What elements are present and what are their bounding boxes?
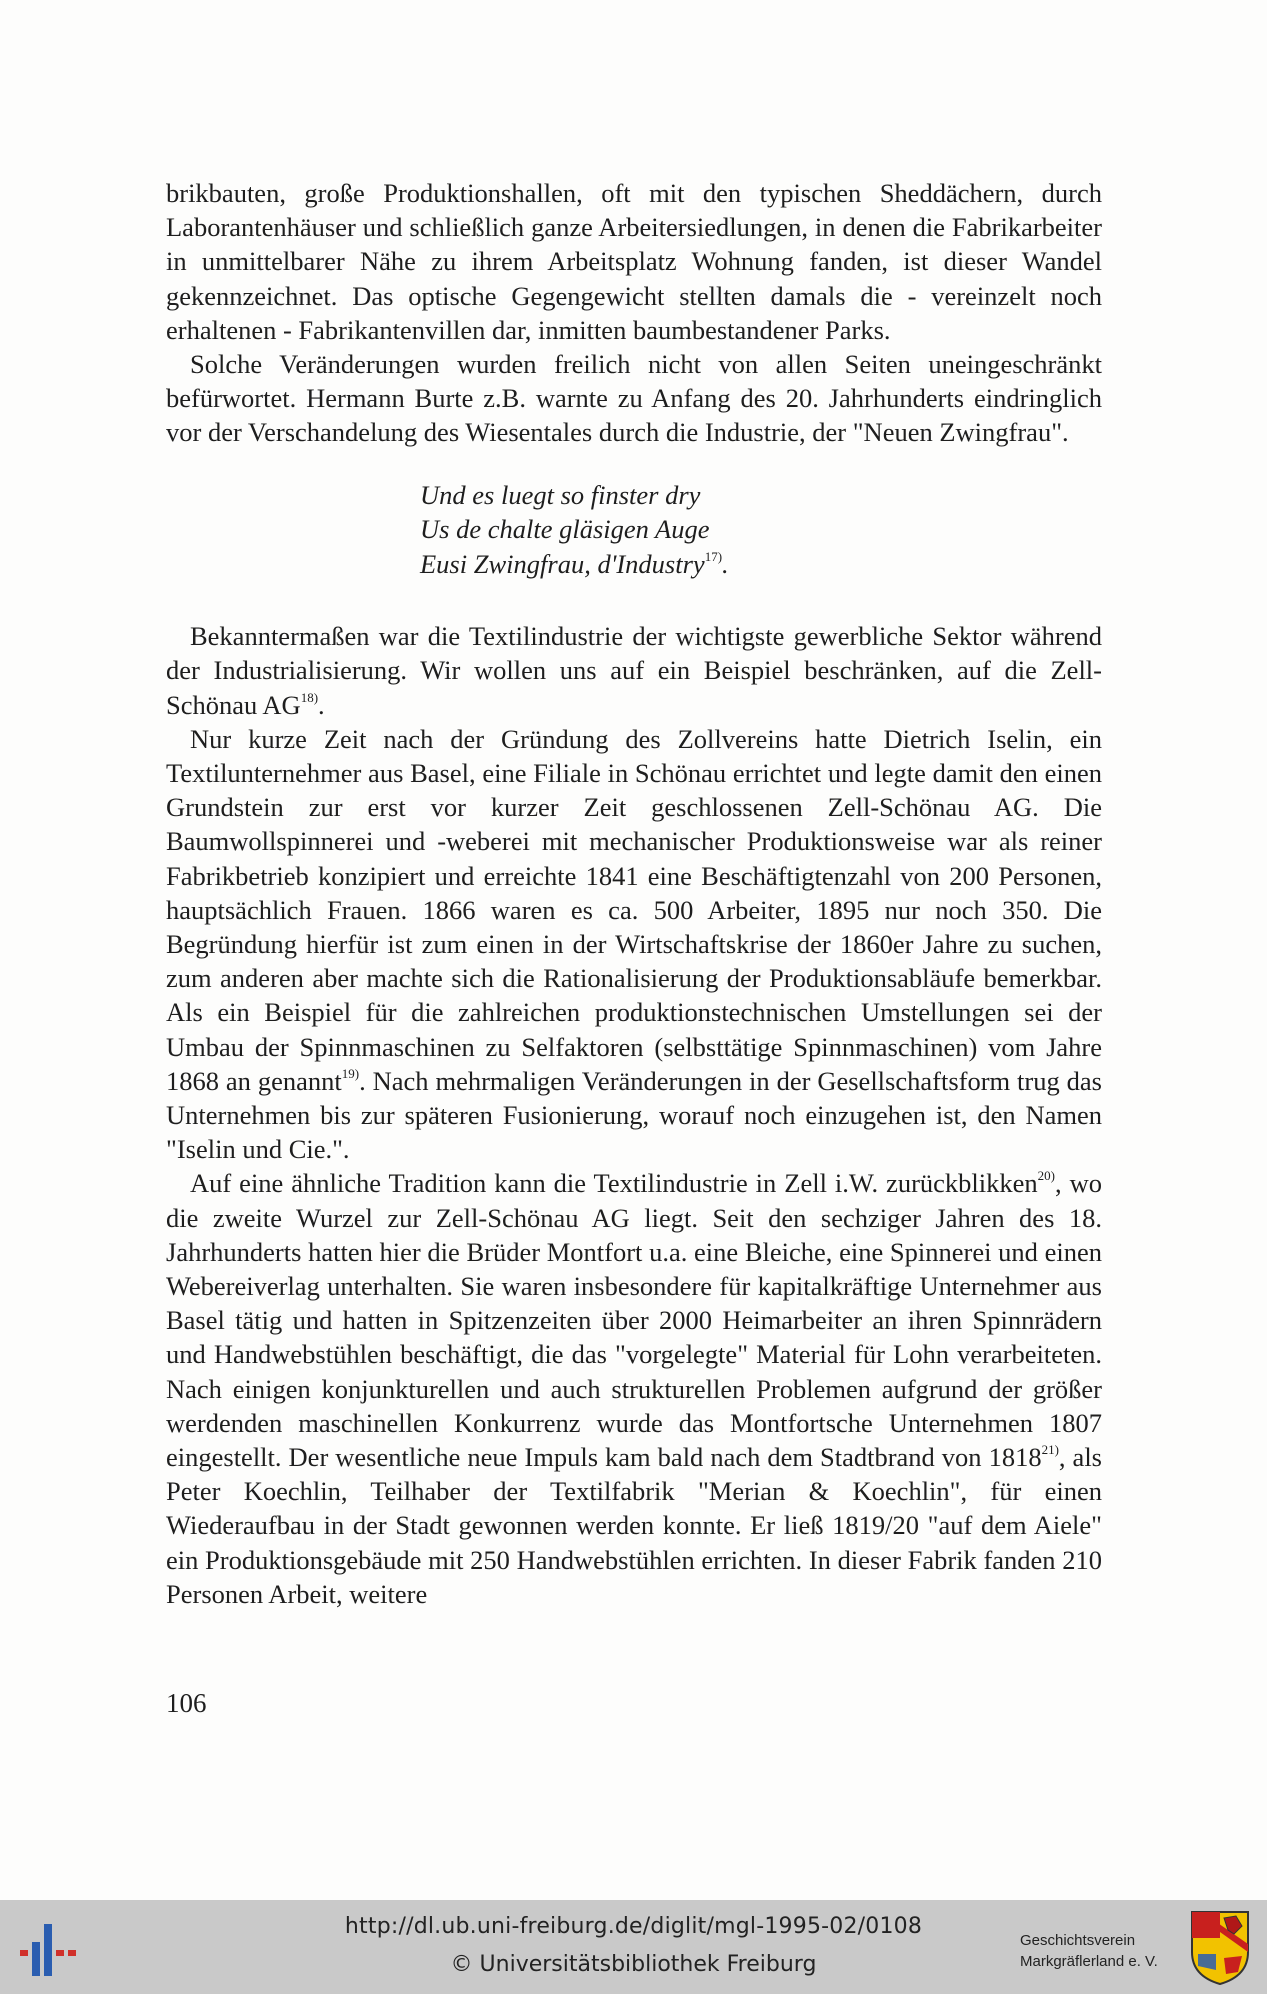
society-line: Geschichtsverein	[1020, 1932, 1136, 1949]
source-url-link[interactable]: http://dl.ub.uni-freiburg.de/diglit/mgl-1995-02/0108	[344, 1914, 923, 1939]
paragraph: brikbauten, große Produktionshallen, oft mit den typischen Sheddächern, durch Laborantenhäuser und schließlich ganze Arbeitersiedlungen, in denen die Fabrikarbeiter in unmittelbarer Nähe zu ihrem Arbeitsplatz Wohnung fanden, ist dieser Wandel gekennzeichnet. Das optische Gegengewicht stellten damals die - vereinzelt noch erhaltenen - Fabrikantenvillen dar, inmitten baumbestandener Parks.	[166, 178, 1102, 345]
verse-line: Us de chalte gläsigen Auge	[420, 514, 710, 545]
footer-bar	[0, 1900, 1267, 1994]
coat-of-arms-icon	[1188, 1908, 1252, 1986]
society-line: Markgräflerland e. V.	[1020, 1953, 1158, 1970]
paragraph-text: Nur kurze Zeit nach der Gründung des Zollvereins hatte Dietrich Iselin, ein Textilunternehmer aus Basel, eine Filiale in Schönau errichtet und legte damit den einen Grundstein zur erst vor kurzer Zeit geschlossenen Zell-Schönau AG. Die Baumwollspinnerei und -weberei mit mechanischer Produktionsweise war als reiner Fabrikbetrieb konzipiert und erreichte 1841 eine Beschäftigtenzahl von 200 Personen, hauptsächlich Frauen. 1866 waren es ca. 500 Arbeiter, 1895 nur noch 350. Die Begründung hierfür ist zum einen in der Wirtschaftskrise der 1860er Jahre zu suchen, zum anderen aber machte sich die Rationalisierung der Produktionsabläufe bemerkbar. Als ein Beispiel für die zahlreichen produktionstechnischen Umstellungen sei der Umbau der Spinnmaschinen zu Selfaktoren (selbsttätige Spinnmaschinen) vom Jahre 1868 an genannt	[166, 723, 1102, 1096]
paragraph	[166, 619, 1102, 722]
paragraph-text: , wo die zweite Wurzel zur Zell-Schönau AG liegt. Seit den sechziger Jahren des 18. Jahrhunderts hatten hier die Brüder Montfort u.a. eine Bleiche, eine Spinnerei und einen Webereiverlag unterhalten. Sie waren insbesondere für kapitalkräftige Unternehmer aus Basel tätig und hatten in Spitzenzeiten über 2000 Heimarbeiter an ihren Spinnrädern und Handwebstühlen beschäftigt, die das "vorgelegte" Material für Lohn verarbeiteten. Nach einigen konjunkturellen und auch strukturellen Problemen aufgrund der größer werdenden maschinellen Konkurrenz wurde das Montfortsche Unternehmen 1807 eingestellt. Der wesentliche neue Impuls kam bald nach dem Stadtbrand von 1818	[166, 1168, 1102, 1472]
paragraph-text: Bekanntermaßen war die Textilindustrie der wichtigste gewerbliche Sektor während der Industrialisierung. Wir wollen uns auf ein Beispiel beschränken, auf die Zell-Schönau AG	[166, 621, 1102, 720]
verse-end: .	[722, 548, 729, 579]
paragraph-text: Auf eine ähnliche Tradition kann die Textilindustrie in Zell i.W. zurückblikken	[190, 1168, 1038, 1199]
paragraph-end: .	[318, 689, 325, 720]
footnote-ref: 21)	[1041, 1442, 1059, 1457]
footnote-ref: 20)	[1037, 1168, 1056, 1184]
copyright-text: © Universitätsbibliothek Freiburg	[450, 1952, 817, 1977]
footnote-ref: 18)	[300, 689, 319, 705]
footnote-ref: 19)	[341, 1065, 360, 1081]
paragraph-text: . Nach mehrmaligen Veränderungen in der Gesellschaftsform trug das Unternehmen bis zur späteren Fusionierung, worauf noch einzugehen ist, den Namen "Iselin und Cie.".	[166, 1065, 1102, 1165]
verse-line: Und es luegt so finster dry	[420, 479, 701, 510]
page-number: 106	[166, 1688, 207, 1718]
paragraph	[166, 1166, 1102, 1611]
body-text	[166, 176, 1102, 1611]
verse-quote	[420, 478, 1102, 582]
society-name	[1020, 1930, 1158, 1972]
paragraph-text: , als Peter Koechlin, Teilhaber der Textilfabrik "Merian & Koechlin", für einen Wiederaufbau in der Stadt gewonnen werden konnte. Er ließ 1819/20 "auf dem Aiele" ein Produktionsgebäude mit 250 Handwebstühlen errichten. In dieser Fabrik fanden 210 Personen Arbeit, weitere	[166, 1442, 1102, 1609]
paragraph: Solche Veränderungen wurden freilich nicht von allen Seiten uneingeschränkt befürwortet. Hermann Burte z.B. warnte zu Anfang des 20. Jahrhunderts eindringlich vor der Verschandelung des Wiesentales durch die Industrie, der "Neuen Zwingfrau".	[166, 349, 1102, 448]
paragraph	[166, 722, 1102, 1167]
verse-text: Eusi Zwingfrau, d'Industry	[420, 548, 705, 579]
verse-line	[420, 547, 1102, 582]
footnote-ref: 17)	[704, 548, 723, 564]
